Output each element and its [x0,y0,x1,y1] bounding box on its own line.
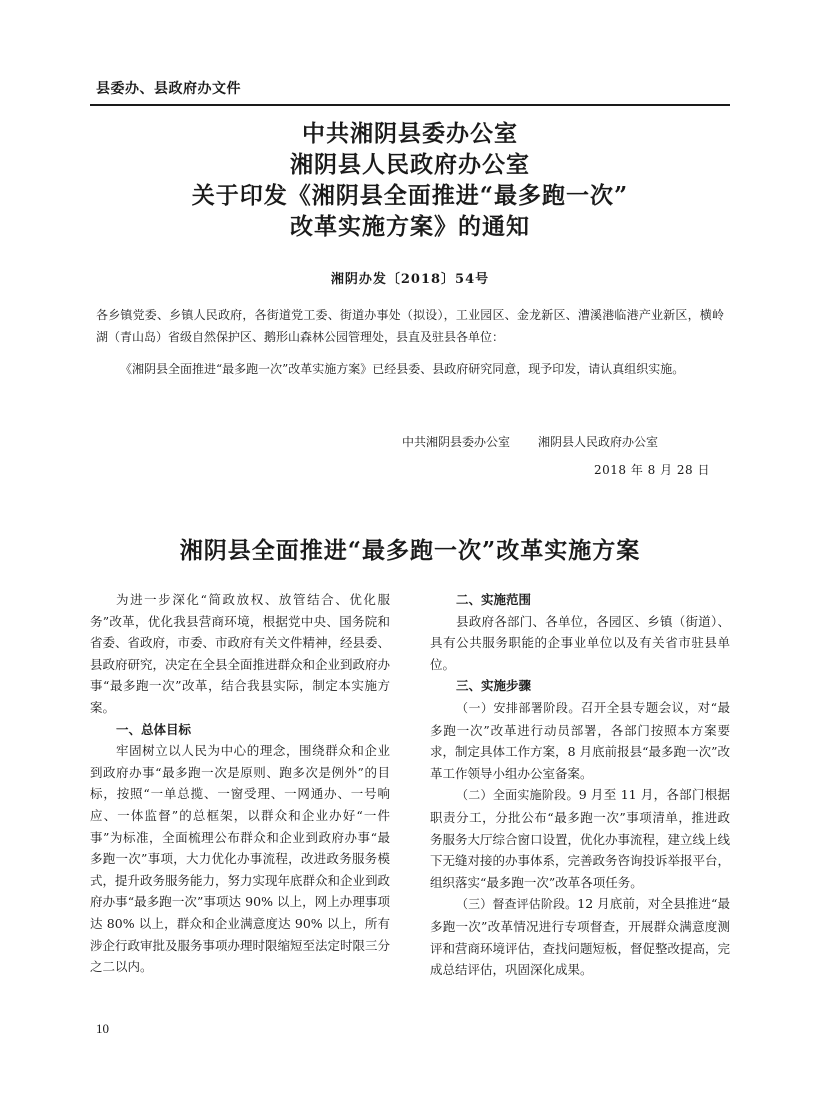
signer-party-office: 中共湘阴县委办公室 [402,435,511,449]
section-text-goals: 牢固树立以人民为中心的理念，围绕群众和企业到政府办事“最多跑一次是原则、跑多次是例外”的目标，按照“一单总揽、一窗受理、一网通办、一号响应、一体监督”的总框架，以群众和企业办好“一件事”为标准，全面梳理公布群众和企业到政府办事“最多跑一次”事项，大力优化办事流程，改进政务服务模式，提升政务服务能力，努力实现年底群众和企业到政府办事“最多跑一次”事项达 90% 以上，网上办理事项达 80% 以上，群众和企业满意度达 90% 以上，所有涉企行政审批及服务事项办理时限缩短至法定时限三分之二以内。 [90,743,391,975]
signers [402,434,712,450]
step-text: 9 月至 11 月，各部门根据职责分工，分批公布“最多跑一次”事项清单，推进政务服务大厅综合窗口设置，优化办事流程，建立线上线下无缝对接的办事体系，完善政务咨询投诉举报平台，组织落实“最多跑一次”改革各项任务。 [430,787,731,890]
section-heading-goals: 一、总体目标 [116,721,192,737]
header-rule [90,104,730,106]
left-column [90,589,390,978]
step-lead: （二）全面实施阶段。 [456,788,579,803]
plan-intro: 为进一步深化“简政放权、放管结合、优化服务”改革，优化我县营商环境，根据党中央、国务院和省委、省政府，市委、市政府有关文件精神，经县委、县政府研究，决定在全县全面推进群众和企业到政府办事“最多跑一次”改革，结合我县实际，制定本实施方案。 [90,592,391,715]
notice-title [90,118,730,242]
step-paragraph [430,784,730,893]
notice-title-line: 关于印发《湘阴县全面推进“最多跑一次” [191,182,629,209]
sign-date: 2018 年 8 月 28 日 [593,463,710,477]
notice-body: 《湘阴县全面推进“最多跑一次”改革实施方案》已经县委、县政府研究同意，现予印发，请认真组织实施。 [120,362,685,376]
page-number: 10 [96,1021,109,1036]
doc-number: 湘阴办发〔2018〕54号 [330,272,490,287]
notice-title-line: 中共湘阴县委办公室 [302,120,518,147]
step-paragraph [430,893,730,980]
step-paragraph [430,697,730,784]
notice-title-line: 改革实施方案》的通知 [290,213,530,240]
plan-title: 湘阴县全面推进“最多跑一次”改革实施方案 [179,537,641,564]
section-heading-steps: 三、实施步骤 [456,678,532,694]
recipients: 各乡镇党委、乡镇人民政府，各街道党工委、街道办事处（拟设），工业园区、金龙新区、漕溪港临港产业新区，横岭湖（青山岛）省级自然保护区、鹅形山森林公园管理处，县直及驻县各单位： [96,308,724,344]
right-column [430,589,730,981]
step-text: 召开全县专题会议，对“最多跑一次”改革进行动员部署，各部门按照本方案要求，制定具体工作方案，8 月底前报县“最多跑一次”改革工作领导小组办公室备案。 [430,699,730,781]
section-heading-scope: 二、实施范围 [456,592,532,607]
notice-title-line: 湘阴县人民政府办公室 [290,151,530,178]
step-text: 12 月底前，对全县推进“最多跑一次”改革情况进行专项督查，开展群众满意度测评和营商环境评估，查找问题短板，督促整改提高，完成总结评估，巩固深化成果。 [430,896,731,978]
step-lead: （三）督查评估阶段。 [456,897,578,912]
section-text-scope: 县政府各部门、各单位，各园区、乡镇（街道）、具有公共服务职能的企事业单位以及有关省市驻县单位。 [430,613,730,672]
header-label: 县委办、县政府办文件 [96,81,241,97]
signer-government-office: 湘阴县人民政府办公室 [538,435,659,449]
step-lead: （一）安排部署阶段。 [456,700,581,715]
